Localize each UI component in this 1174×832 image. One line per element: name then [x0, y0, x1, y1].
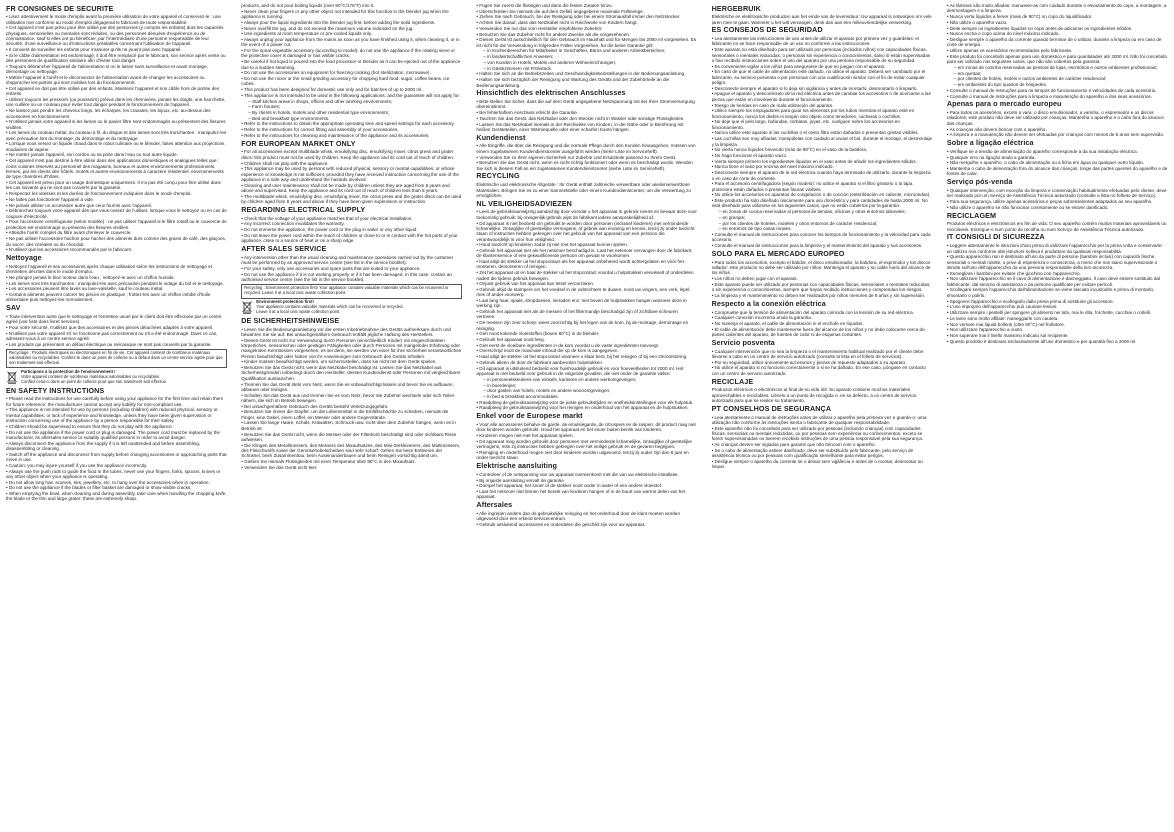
paragraph: • En caso de que el cable de alimentación esté dañado, no utilice el aparato. Deberá ser cambiado por el fabricante, su servicio posventa o por personas con una cualificación similar con el fin de evitar cualquier peligro.	[711, 69, 926, 86]
paragraph: • Las cuchillas son muy afiladas: manipúlelas con cuidado al vaciar el bol, durante el montaje, el desmontaje y la limpieza.	[711, 136, 933, 147]
paragraph: – en entornos de tipo casas rurales.	[718, 226, 792, 232]
paragraph: • Compruebe que la tensión de alimentación del aparato coincida con la tensión de su red eléctrica.	[711, 309, 914, 315]
paragraph: • Dieses Gerät ist nicht zur Verwendung durch Personen (einschließlich Kinder) mit eingeschränkten körperlichen, sensorischen oder geistigen Fähigkeiten oder durch Personen mit mangelnder Erfahrung oder mangelnden Kenntnissen vorgesehen, es sei denn, sie werden von einer für ihre Sicherheit verantwortlichen Person beaufsichtigt oder haben von ihr Anweisungen zum Gebrauch des Geräts erhalten.	[241, 337, 462, 359]
paragraph: • Desconecte siempre el aparato de la red eléctrica cuando haya terminado de utilizarlo, durante la limpieza o en caso de corte de corriente.	[711, 170, 931, 181]
paragraph: • Kinder müssen beaufsichtigt werden, um sicherzustellen, dass sie nicht mit dem Gerät spielen.	[241, 359, 437, 365]
paragraph: – in personeelskeukens van winkels, kantoren en andere werkomgevingen;	[483, 376, 637, 382]
paragraph: • Switch off the appliance and disconnect from supply before changing accessories or approaching parts that move in use.	[6, 451, 227, 463]
paragraph: • Refer to the instructions for correct fitting and assembly of your accessories.	[241, 127, 399, 133]
paragraph: • Les lames sont très tranchantes : manipulez-les avec précaution pendant le vidage du bol et le nettoyage.	[6, 280, 224, 286]
paragraph: • Este aparato puede ser utilizado por personas con capacidades físicas, sensoriales o mentales reducidas, o sin experiencia o conocimientos, siempre que hayan recibido instrucciones y comprendan los riesgos.	[711, 281, 931, 293]
paragraph: – em zonas de cozinha reservadas ao pessoal de lojas, escritórios e outros ambientes profissionais;	[953, 64, 1158, 70]
paragraph: – in Küchenbereichen für Mitarbeiter in Geschäften, Büros und anderen Arbeitsbereichen;	[483, 48, 666, 54]
paragraph: • Leia atentamente o manual de instruções antes de utilizar o aparelho pela primeira vez e guarde-o: uma utilização não conforme às instruções isenta o fabricante de qualquer responsabilidade.	[711, 414, 927, 425]
paragraph: • Desligue sempre o aparelho da corrente quando terminar de o utilizar, durante a limpeza ou em caso de corte de energia.	[946, 37, 1162, 48]
paragraph: • Do not use the mixer or the small grinding accessory for chopping hard food: sugar, coffee beans, ice cubes.	[241, 75, 450, 87]
paragraph: – Bed and breakfast type environments.	[248, 115, 330, 121]
paragraph: • Ziehen Sie nach Gebrauch, bei der Reinigung oder bei einem Stromausfall immer den Netzstecker.	[476, 14, 681, 20]
recycling-note: Recyclage : Produits électriques ou électroniques en fin de vie. Cet appareil contient de nombreux matériaux valorisables ou recyclables. Confiez-le dans un point de collecte ou à défaut dans un centre service agréé pour que son traitement soit effectué.	[6, 349, 227, 369]
paragraph: Produtos eléctricos e electrónicos em fim de vida: O seu aparelho contém muitos materiais aproveitáveis ou recicláveis. Entregue-o num ponto de recolha ou num Serviço de Assistência Técnica autorizado.	[946, 221, 1167, 232]
paragraph: Elektrische und elektronische Altgeräte : Ihr Gerät enthält zahlreiche verwertbare oder wiederverwertbare Materialien. Bringen Sie es zu einer Sammelstelle oder einem Kundendienstcenter, um die Verwertung zu ermöglichen.	[476, 182, 691, 198]
paragraph: • Sorvegliare i bambini per evitare che giochino con l'apparecchio.	[946, 270, 1081, 276]
paragraph: • Para todos os acessórios, exceto a vara, o disco emulsionador, a varinha, o espremedor e os discos raladores: este produto não deve ser utilizado por crianças. Mantenha o aparelho e o cabo fora do alcance das crianças.	[946, 110, 1164, 126]
section-title: NL VEILIGHEIDSADVIEZEN	[476, 198, 572, 208]
paragraph: • Para sua segurança, utilize apenas acessórios e peças sobresselentes adaptados ao seu aparelho.	[946, 199, 1153, 204]
section-title: Hinsichtlich des elektrischen Anschlusses	[476, 88, 626, 98]
paragraph: • Lea atentamente las instrucciones de uso antes de utilizar el aparato por primera vez y guárdelas: el fabricante no se hace responsable de un uso no conforme a las instrucciones.	[711, 36, 919, 47]
paragraph: • Reiniging en onderhoud mogen niet door kinderen worden uitgevoerd, tenzij zij ouder zijn dan 8 jaar en onder toezicht staan.	[476, 449, 689, 461]
paragraph: • Haal altijd de stekker uit het stopcontact als het apparaat onbeheerd wordt achtergelaten en vóór het monteren, demonteren of reinigen.	[476, 259, 684, 270]
section-title: IT CONSIGLI DI SICUREZZA	[946, 232, 1045, 242]
paragraph: • Do not use the appliance if the power cord or plug is damaged. The power cord must be replaced by the manufacturer, its aftersales service or suitably qualified persons in order to avoid danger.	[6, 429, 220, 440]
paragraph: • Die Klingen des Metallmessers, des Messers des Mixaufsatzes, des Mini-Zerkleinerers, des Multimessers, des Fleischwolfs sowie der Gemüsehobelscheiben sind sehr scharf: Gehen Sie beim Entleeren der Schüssel, beim Zusammenbau, beim Auseinanderbauen und beim Reinigen vorsichtig damit um.	[241, 442, 461, 459]
paragraph: • No utilice el aparato si no funciona correctamente o si se ha dañado. En ese caso, póngase en contacto con un centro de servicio autorizado.	[711, 365, 926, 376]
paragraph: – Staff kitchen areas in shops, offices and other working environments;	[248, 98, 393, 104]
paragraph: • Cualquier intervención que no sea la limpieza o el mantenimiento habitual realizado por el cliente debe llevarse a cabo en un centro de servicio autorizado (consulte la lista en el folleto de servicios).	[711, 348, 924, 359]
paragraph: • Laat lang haar, sjaals, stropdassen, sieraden enz. niet boven de hulpstukken hangen wanneer deze in werking zijn.	[476, 298, 687, 309]
paragraph: • Refer to the instructions to obtain the appropriate operating time and speed settings for each accessory.	[241, 121, 455, 127]
paragraph: • Children shall not play with the appliance.	[241, 160, 329, 166]
paragraph: • Cet appareil n'est pas destiné à être utilisé dans des applications domestiques et analogues telles que : coins cuisines réservés au personnel des magasins, bureaux et autres environnements professionnels, fermes, par les clients des hôtels, motels et autres environnements à caractère résidentiel, environnements de type chambres d'hôtes.	[6, 158, 224, 180]
crossed-bin-icon	[241, 300, 253, 314]
paragraph: • As crianças devem ser vigiadas para garantir que não brincam com o aparelho.	[711, 442, 876, 448]
column-3	[476, 3, 697, 832]
paragraph: • Lees de gebruiksaanwijzing aandachtig door voordat u het apparaat in gebruik neemt en bewaar deze voor toekomstig gebruik: bij oneigenlijk gebruik wijst de fabrikant iedere aansprakelijkheid af.	[476, 209, 697, 220]
paragraph: • Verwenden Sie das Gerät nicht leer.	[241, 464, 318, 470]
paragraph: • Non utilizzare l'apparecchio a vuoto.	[946, 327, 1024, 333]
paragraph: • Para todos los accesorios, excepto el batidor, el disco emulsionador, la batidora, el exprimidor y los discos rallador: este producto no debe ser utilizado por niños. Mantenga el aparato y su cable fuera del alcance de los niños.	[711, 259, 931, 276]
section-title: Kundendienst	[476, 132, 526, 142]
paragraph: • Questo prodotto è destinato esclusivamente all'uso domestico e per quantità fino a 2000 ml.	[946, 338, 1137, 344]
paragraph: • Haal altijd de stekker uit het stopcontact wanneer u klaar bent, bij het reinigen of bij een stroomstoring.	[476, 354, 688, 360]
paragraph: • Este produto foi concebido apenas para uso doméstico e para quantidades até 2000 ml. Não foi concebido para ser utilizado nos seguintes casos, que não são cobertos pela garantia:	[946, 53, 1168, 65]
paragraph: • As lâminas são muito afiadas: manuseie-as com cuidado durante o esvaziamento do copo, a montagem, a desmontagem e a limpeza.	[946, 3, 1167, 14]
paragraph: • Cet appareil n'est pas prévu pour être utilisé par des personnes (y compris les enfants) dont les capacités physiques, sensorielles ou mentales sont réduites, ou des personnes dénuées d'expérience ou de connaissance, sauf si elles ont pu bénéficier, par l'intermédiaire d'une personne responsable de leur sécurité, d'une surveillance ou d'instructions préalables concernant l'utilisation de l'appareil.	[6, 25, 224, 47]
paragraph: • Never clean your fingers or any other object not intended for this function in the blender jug when the appliance is running.	[241, 8, 449, 20]
paragraph: • Ne plongez jamais le bloc moteur dans l'eau ; nettoyez-le avec un chiffon humide.	[6, 274, 175, 280]
paragraph: • Deite sempre os ingredientes líquidos no copo antes de adicionar os ingredientes sólidos.	[946, 25, 1133, 31]
paragraph: • N'utilisez que les accessoires recommandés par le fabricant.	[6, 247, 133, 253]
section-title: Aftersales	[476, 500, 513, 510]
section-title: Elektrische aansluiting	[476, 461, 557, 471]
paragraph: • For all accessories except multiblade whisk, emulsifying disc, emulsifying mixer, citrus press and grater discs: this product must not be used by children. Keep the appliance and its cord out of reach of children.	[241, 149, 455, 160]
paragraph: • Este aparato no está diseñado para ser utilizado por personas (incluidos niños) con capacidades físicas, sensoriales o mentales reducidas, o personas sin experiencia o conocimientos, salvo si están supervisadas o han recibido instrucciones sobre el uso del aparato por una persona responsable de su seguridad.	[711, 47, 931, 63]
recycle-text	[256, 300, 403, 315]
paragraph: • Este producto ha sido diseñado únicamente para uso doméstico y para cantidades de hasta 2000 ml. No está diseñado para utilizarse en los siguientes casos, que no están cubiertos por la garantía:	[711, 198, 928, 209]
paragraph: • Überschreiten Sie niemals die auf dem Gefäß angegebene maximale Füllmenge.	[476, 8, 644, 14]
paragraph: – in boerderijen;	[483, 382, 517, 388]
paragraph: • Consulte el manual de instrucciones para conocer los tiempos de funcionamiento y la velocidad para cada accesorio.	[711, 232, 931, 243]
paragraph: – door gasten van hotels, motels en andere woonomgevingen;	[483, 388, 611, 394]
paragraph: • Houd toezicht op kinderen zodat zij niet met het apparaat kunnen spelen.	[476, 242, 628, 248]
paragraph: • Utilize apenas os acessórios recomendados pelo fabricante.	[946, 48, 1073, 54]
paragraph: • Gebruik uitsluitend accessoires en onderdelen die geschikt zijn voor uw apparaat.	[476, 521, 646, 527]
paragraph: • This appliance may be used by persons with reduced physical, sensory or mental capabilities, or whose experience or knowledge is not sufficient, provided they have received instruction concerning the use of the appliance in a safe way and understand the hazards involved.	[241, 166, 459, 182]
paragraph: • Por su seguridad, utilice únicamente accesorios y piezas de repuesto adaptados a su aparato.	[711, 359, 907, 365]
paragraph: • Use ingredients at room temperature or pre-cooled liquids only.	[241, 31, 373, 37]
paragraph: • Dit apparaat is uitsluitend bedoeld voor huishoudelijk gebruik en voor hoeveelheden tot 2000 ml. Het apparaat is niet bedoeld voor gebruik in de volgende gevallen, die niet onder de garantie vallen:	[476, 365, 684, 377]
paragraph: – Farm houses;	[248, 104, 281, 110]
paragraph: – in landwirtschaftlichen Anwesen;	[483, 54, 554, 60]
paragraph: • Qualquer erro na ligação anula a garantia.	[946, 154, 1036, 160]
paragraph: • Bitte stellen Sie sicher, dass die auf dem Gerät angegebene Netzspannung mit der Ihrer Stromversorgung übereinstimmt.	[476, 99, 695, 110]
paragraph: • Zet het apparaat uit en haal de stekker uit het stopcontact voordat u hulpstukken verwisselt of onderdelen nadert die tijdens gebruik bewegen.	[476, 270, 694, 281]
section-title: AFTER SALES SERVICE	[241, 244, 327, 254]
paragraph: • Halten Sie sich bezüglich der Reinigung und Wartung des Geräts und der Zubehörteile an die Bedienungsanleitung.	[476, 77, 670, 88]
paragraph: • N'utilisez jamais votre appareil si les lames ou le panier filtre sont endommagés ou présentent des fissures visibles.	[6, 119, 226, 130]
paragraph: • Nunca llene el vaso por encima del nivel máximo indicado.	[711, 164, 834, 170]
recycling-note: Recycling : Environment protection first! Your appliance contains valuable materials which can be recovered or recycled. Leave it at a local civic waste collection point.	[241, 284, 462, 299]
paragraph: • Não mergulhe o aparelho, o cabo de alimentação ou a ficha em água ou qualquer outro líquido.	[946, 160, 1145, 166]
paragraph: • Tauchen Sie das Gerät, das Netzkabel oder den Stecker nicht in Wasser oder sonstige Flüssigkeiten.	[476, 115, 685, 121]
paragraph: – em quintas;	[953, 70, 982, 76]
paragraph: • For the spiral vegetable accessory (according to model): do not use the appliance if the rotating sieve or the protective cover is damaged or has visible cracks.	[241, 48, 456, 59]
paragraph: • Lassen Sie das Netzkabel niemals in der Reichweite von Kindern, in der Nähe oder in Berührung mit heißen Geräteteilen, einer Wärmequelle oder einer scharfen Kante hängen.	[476, 121, 684, 132]
paragraph: • Any incorrect connection invalidates the warranty.	[241, 221, 345, 227]
paragraph: • Laat het netsnoer niet binnen het bereik van kinderen hangen of in de buurt van warme delen van het apparaat.	[476, 488, 686, 500]
section-title: Apenas para o mercado europeu	[946, 99, 1062, 109]
section-title: HERGEBRUIK	[711, 3, 761, 13]
recycle-block	[241, 300, 462, 315]
recycle-text	[21, 370, 167, 385]
paragraph: • Caution: you may injure yourself if you use the appliance incorrectly.	[6, 462, 148, 468]
paragraph: • Dit apparaat is niet bedoeld om gebruikt te worden door personen (inclusief kinderen) met verminderde lichamelijke, zintuiglijke of geestelijke vermogens, of gebrek aan ervaring en kennis, tenzij zij onder toezicht staan of instructies hebben gekregen over het gebruik van het apparaat van een persoon die verantwoordelijk is voor hun veiligheid.	[476, 220, 695, 242]
paragraph: • Utilice siempre los empujadores para guiar los alimentos por los tubos mientras el aparato esté en funcionamiento, nunca los dedos ni ningún otro objeto como tenedores, cucharas o cuchillos.	[711, 108, 915, 119]
paragraph: – por los clientes de hoteles, moteles y otros entornos de carácter residencial;	[718, 220, 878, 226]
paragraph: • Benutzen Sie immer die Stopfer, um die Lebensmittel in die Einfüllschächte zu schieben, niemals die Finger, eine Gabel, einen Löffel, ein Messer oder andere Gegenstände.	[241, 409, 449, 420]
paragraph: • Always unplug your appliance from the mains as soon as you have finished using it, when cleaning it, or in the event of a power cut.	[241, 37, 460, 48]
paragraph: • Check that the voltage of your appliance matches that of your electrical installation.	[241, 215, 413, 221]
paragraph: • Always disconnect the appliance from the supply if it is left unattended and before assembling, disassembling or cleaning.	[6, 440, 201, 451]
paragraph: • Overschrijd nooit de maximale inhoud die op de kom is aangegeven.	[476, 348, 619, 354]
paragraph: • Nettoyez l'appareil et ses accessoires après chaque utilisation selon les instructions de nettoyage et d'entretien décrites dans le mode d'emploi.	[6, 263, 213, 275]
paragraph: – por clientes de hotéis, motéis e outros ambientes de carácter residencial;	[953, 76, 1107, 82]
paragraph: • Não utilize o aparelho vazio.	[946, 19, 1008, 25]
paragraph: • Kinderen mogen niet met het apparaat spelen.	[476, 433, 574, 439]
paragraph: • Benutzen Sie das Gerät nicht, wenn die Messer oder der Filterkorb beschädigt sind oder sichtbare Risse aufweisen.	[241, 431, 457, 442]
paragraph: • Schalten Sie das Gerät aus und trennen Sie es vom Netz, bevor Sie Zubehör wechseln oder sich Teilen nähern, die sich im Betrieb bewegen.	[241, 392, 455, 403]
paragraph: • This appliance is not intended to be used in the following applications, and the guarantee will not apply for:	[241, 92, 461, 98]
section-title: FR CONSIGNES DE SECURITE	[6, 3, 114, 13]
paragraph: • Ne mettez jamais l'appareil, son cordon ou sa prise dans l'eau ou tout autre liquide.	[6, 152, 178, 158]
paragraph: – in Gästezimmern mit Frühstück.	[483, 65, 553, 71]
paragraph: • Nunca utilice este aparato si las cuchillas o el cesto filtro están dañados o presentan grietas visibles.	[711, 130, 919, 136]
section-title: Serviço pós-venda	[946, 177, 1013, 187]
paragraph: • Children should be supervised to ensure that they do not play with the appliance.	[6, 423, 174, 429]
paragraph: – en zonas de cocina reservadas al personal de tiendas, oficinas y otros entornos laborales;	[718, 209, 906, 215]
paragraph: • Bei unsachgemäßem Gebrauch des Geräts besteht Verletzungsgefahr.	[241, 403, 389, 409]
paragraph: • Raadpleeg de gebruiksaanwijzing voor het reinigen en onderhoud van het apparaat en de hulpstukken.	[476, 405, 689, 411]
paragraph: • Trennen Sie das Gerät stets vom Netz, wenn Sie es unbeaufsichtigt lassen und bevor Sie es aufbauen, abbauen oder reinigen.	[241, 381, 454, 392]
paragraph: • Nunca encha o copo acima do nível máximo indicado.	[946, 31, 1060, 37]
paragraph: • Benutzen Sie das Gerät nicht, wenn es nicht richtig funktioniert oder wenn es beschädigt wurde. Wenden Sie sich in diesem Fall an ein zugelassenes Kundendienstcenter (siehe Liste im Serviceheft).	[476, 160, 693, 171]
paragraph: • Utilisez toujours les pressoirs (ou poussoirs) prévus dans les cheminées, jamais les doigts, une fourchette, une cuillère ou un couteau pour éviter tout danger pendant le fonctionnement de l'appareil.	[6, 97, 226, 108]
section-title: ES CONSEJOS DE SEGURIDAD	[711, 25, 823, 35]
recycle-line: Leave it at a local civic waste collection point.	[256, 308, 341, 314]
paragraph: • Do not leave the power cord within the reach of children or close to or in contact with the hot parts of your appliance, close to a source of heat or on a sharp edge.	[241, 232, 458, 244]
paragraph: • Les lames du couteau métal, du couteau à fil, du disque et des lames sont très tranchantes : manipulez-les avec précaution lors du montage, du démontage et du nettoyage.	[6, 130, 227, 141]
paragraph: • L'uso improprio dell'apparecchio può causare lesioni.	[946, 304, 1058, 310]
paragraph: • Consulte el manual de instrucciones para la limpieza y el mantenimiento del aparato y sus accesorios.	[711, 243, 923, 249]
paragraph: • Débranchez toujours votre appareil dès que vous cessez de l'utiliser, lorsque vous le nettoyez ou en cas de coupure d'électricité.	[6, 208, 227, 219]
section-title: FOR EUROPEAN MARKET ONLY	[241, 138, 356, 148]
paragraph: • When emptying the bowl, when cleaning and during assembly, take care when handling the chopping knife, the blade or the thin and large grater: these are extremely sharp.	[6, 491, 227, 502]
paragraph: – in bed & breakfast accommodaties.	[483, 393, 559, 399]
paragraph: • Riesgo de heridas en caso de mala utilización del aparato.	[711, 102, 834, 108]
paragraph: • Não utilize o aparelho se não funcionar corretamente ou se estiver danificado.	[946, 204, 1109, 210]
paragraph: • Se o cabo de alimentação estiver danificado, deve ser substituído pelo fabricante, pelo serviço de assistência técnica ou por pessoas com qualificação semelhante para evitar perigos.	[711, 447, 914, 459]
paragraph: • Achten Sie darauf, dass das Netzkabel nicht in Reichweite von Kindern hängt.	[476, 20, 638, 26]
paragraph: • Dit apparaat mag worden gebruikt door personen met verminderde lichamelijke, zintuiglijke of geestelijke vermogens, mits zij instructies hebben gekregen over het veilige gebruik en de gevaren begrijpen.	[476, 438, 692, 450]
paragraph: • Raadpleeg de gebruiksaanwijzing voor de juiste gebruikstijden en snelheidsinstellingen voor elk hulpstuk.	[476, 399, 694, 405]
column-4	[712, 3, 933, 832]
paragraph: • Consulte o manual de instruções para a limpeza e manutenção do aparelho e dos seus acessórios.	[946, 93, 1152, 99]
section-title: EN SAFETY INSTRUCTIONS	[6, 385, 105, 395]
paragraph: • Be careful if hot liquid is poured into the food processor or blender as it can be ejected out of the appliance due to a sudden steaming.	[241, 59, 461, 70]
recycle-block	[6, 370, 227, 385]
paragraph: • Il convient de surveiller les enfants pour s'assurer qu'ils ne jouent pas avec l'appareil.	[6, 47, 182, 53]
paragraph: • For your safety, only use accessories and spare parts that are suited to your appliance.	[241, 265, 421, 271]
paragraph: • Benutzen Sie das Zubehör nicht für andere Zwecke als die vorgesehenen.	[476, 31, 631, 37]
paragraph: • Do not immerse the appliance, the power cord or the plug in water or any other liquid.	[241, 227, 418, 233]
section-title: RECICLAJE	[711, 376, 754, 386]
paragraph: • Non versare mai liquidi bollenti (oltre 80°C) nel frullatore.	[946, 321, 1065, 327]
paragraph: • Lesen Sie die Bedienungsanleitung vor der ersten Inbetriebnahme des Geräts aufmerksam durch und bewahren Sie sie auf. Bei unsachgemäßem Gebrauch entfällt jegliche Haftung des Herstellers.	[241, 326, 451, 337]
paragraph: • Qualquer intervenção, com exceção da limpeza e conservação habitualmente efetuadas pelo cliente, deve ser realizada por um Serviço de Assistência Técnica autorizado (consulte a lista no folheto de Serviço).	[946, 187, 1167, 199]
paragraph: • Bij onjuiste aansluiting vervalt de garantie.	[476, 477, 566, 483]
section-title: RECICLAGEM	[946, 210, 997, 220]
paragraph: – By clients in hotels, motels and other residential type environments;	[248, 110, 390, 115]
paragraph: • Controleer of de netspanning van uw apparaat overeenkomt met die van uw elektrische installatie.	[476, 471, 679, 477]
section-title: SAV	[6, 303, 21, 313]
paragraph: • Dompel het apparaat, het snoer of de stekker nooit onder in water of een andere vloeistof.	[476, 483, 663, 489]
paragraph: • Certains aliments peuvent colorer les pièces en plastique ; frottez-les avec un chiffon imbibé d'huile alimentaire puis nettoyez-les normalement.	[6, 292, 211, 303]
paragraph: • This appliance is not intended for use by persons (including children) with reduced physical, sensory or mental capabilities, or lack of experience and knowledge, unless they have been given supervision or instruction concerning use of the appliance by a person responsible for their safety.	[6, 407, 218, 424]
paragraph: • El cable de alimentación debe mantenerse fuera del alcance de los niños y no debe colocarse cerca de partes calientes del aparato, de fuentes de calor ni de esquinas cortantes.	[711, 326, 925, 338]
paragraph: • La limpieza y el mantenimiento no deben ser realizados por niños menores de 8 años y sin supervisión.	[711, 292, 926, 298]
paragraph: • No deje que el pelo largo, bufandas, corbatas, joyas, etc. cuelguen sobre los accesorios en funcionamiento.	[711, 119, 900, 130]
paragraph: • No sumerja el aparato, el cable de alimentación ni el enchufe en líquidos.	[711, 320, 864, 326]
section-title: PT CONSELHOS DE SEGURANÇA	[711, 403, 832, 413]
paragraph: • Do not allow long hair, scarves, ties, jewellery, etc. to hang over the accessories when in operation.	[6, 479, 210, 485]
paragraph: • Questo apparecchio non è destinato all'uso da parte di persone (bambini inclusi) con capacità fisiche, sensoriali o mentali ridotte, o prive di esperienza e conoscenza, a meno che non siano supervisionate o istruite sull'uso dell'apparecchio da una persona responsabile della loro sicurezza.	[946, 254, 1158, 270]
paragraph: • Fügen Sie zuerst die flüssigen und dann die festen Zutaten hinzu.	[476, 3, 613, 8]
paragraph: – en granjas;	[718, 214, 746, 220]
paragraph: • Gebruik altijd de stampers om het voedsel in de vultrechters te duwen, nooit uw vingers, een vork, lepel, mes of ander voorwerp.	[476, 286, 691, 298]
paragraph: • Cualquier conexión incorrecta anula la garantía.	[711, 315, 813, 321]
paragraph: products, and do not pour boiling liquids (over 80°C/176°F) into it.	[241, 3, 375, 8]
paragraph: • Gießen Sie niemals Flüssigkeiten mit einer Temperatur über 80°C in den Mixaufsatz.	[241, 459, 416, 465]
paragraph: • Alle Eingriffe, die über die Reinigung und die normale Pflege durch den Kunden hinausgehen, müssen von einem zugelassenen Kundendienstcenter ausgeführt werden (siehe Liste im Serviceheft).	[476, 143, 696, 154]
paragraph: • Consulte o manual de instruções para os tempos de funcionamento e velocidades de cada acessório.	[946, 87, 1157, 93]
paragraph: • De messen zijn zeer scherp: wees voorzichtig bij het legen van de kom, bij de montage, demontage en reiniging.	[476, 320, 689, 331]
paragraph: • Verwenden Sie zu Ihrer eigenen Sicherheit nur Zubehör und Ersatzteile passend zu Ihrem Gerät.	[476, 154, 677, 160]
column-1	[6, 3, 227, 832]
paragraph: • Lisez attentivement le mode d'emploi avant la première utilisation de votre appareil et conservez-le : une utilisation non conforme au mode d'emploi dégagerait le fabricant de toute responsabilité.	[6, 14, 221, 25]
section-title: REGARDING ELECTRICAL SUPPLY	[241, 204, 366, 214]
paragraph: • Ne faites pas fonctionner l'appareil à vide.	[6, 196, 95, 202]
paragraph: • Attendre l'arrêt complet du filtre avant d'enlever le couvercle.	[6, 230, 132, 236]
paragraph: • Gebruik het apparaat niet als het netsnoer beschadigd is. Laat het netsnoer vervangen door de fabrikant, de klantenservice of een gekwalificeerde persoon om gevaar te voorkomen.	[476, 248, 693, 259]
paragraph: • Verifique se a tensão de alimentação do aparelho corresponde à da sua instalação eléctrica.	[946, 148, 1138, 154]
paragraph: • Non utilizzare l'apparecchio se il cavo di alimentazione è danneggiato. Il cavo deve essere sostituito dal fabbricante, dal servizio di assistenza o da persone qualificate per evitare pericoli.	[946, 276, 1160, 287]
column-5	[947, 3, 1168, 832]
paragraph: • Cet appareil est prévu pour un usage domestique uniquement. Il n'a pas été conçu pour être utilisé dans les cas suivants qui ne sont pas couverts par la garantie.	[6, 179, 221, 191]
paragraph: • Mettre l'appareil à l'arrêt et le déconnecter de l'alimentation avant de changer les accessoires ou d'approcher les parties qui sont mobiles lors du fonctionnement.	[6, 74, 205, 86]
paragraph: • Do not use the appliance if it is not working properly or if it has been damaged. In this case, contact an authorised service centre (see the list in the service booklet).	[241, 271, 452, 282]
recycle-line: Confiez celui-ci dans un point de collecte pour que son traitement soit effectué.	[21, 378, 168, 384]
paragraph: • Halten Sie sich an die Betriebszeiten und Geschwindigkeitseinstellungen in der Bedienungsanleitung.	[476, 71, 686, 77]
paragraph: • Es conveniente vigilar a los niños para asegurarse de que no juegan con el aparato.	[711, 63, 886, 69]
paragraph: • Verwenden Sie nur das vom Hersteller empfohlene Zubehör.	[476, 25, 603, 31]
paragraph: • N'utilisez pas votre appareil s'il ne fonctionne pas correctement ou s'il a été endommagé. Dans ce cas, adressez-vous à un centre service agréé.	[6, 330, 218, 342]
paragraph: • Alle ingrepen anders dan de gebruikelijke reiniging en het onderhoud door de klant moeten worden uitgevoerd door een erkend servicecentrum.	[476, 510, 681, 522]
paragraph: • Pour l'accessoire centrifugeuse (selon modèle) : ne pas utiliser l'appareil si le filtre rotatif ou le couvercle de protection est endommagé ou présente des fissures visibles.	[6, 219, 227, 230]
paragraph: – von Kunden in Hotels, Motels und anderen Wohneinrichtungen;	[483, 59, 617, 65]
paragraph: • Le lame sono molto affilate: maneggiarle con cautela.	[946, 315, 1059, 321]
paragraph: • Never overfill the jug, and do not exceed the maximum volume indicated on the jug.	[241, 25, 414, 31]
paragraph: • This product has been designed for domestic use only and for batches of up to 2000 ml.	[241, 87, 423, 93]
paragraph: Elektrische en elektronische producten aan het einde van de levensduur: Uw apparaat is ontworpen om vele jaren mee te gaan. Wanneer u het wilt vervangen, denk dan aan een milieuvriendelijke verwerking.	[711, 14, 932, 25]
paragraph: • Bei fehlerhaftem Anschluss erlischt die Garantie.	[476, 110, 579, 116]
paragraph: • Do not use the appliance if the blades or filter basket are damaged or show visible cracks.	[6, 485, 192, 491]
paragraph: • Gebruik het apparaat nooit leeg.	[476, 337, 545, 343]
paragraph: • Vierta siempre primero los ingredientes líquidos en el vaso antes de añadir los ingredientes sólidos.	[711, 158, 917, 164]
paragraph: • Scollegare sempre l'apparecchio dall'alimentazione se viene lasciato incustodito e prima di montarlo, smontarlo o pulirlo.	[946, 287, 1155, 298]
recycle-line: Votre appareil contient de nombreux matériaux valorisables ou recyclables.	[21, 373, 161, 379]
section-title: Nettoyage	[6, 253, 42, 263]
paragraph: • Lorsque vous versez un liquide chaud dans le robot culinaire ou le blender, faites attention aux projections soudaines de vapeur.	[6, 141, 225, 152]
paragraph: – em ambientes do tipo quartos de hóspedes.	[953, 82, 1048, 88]
section-title: Servicio posventa	[711, 337, 775, 347]
section-title: Enkel voor de Europese markt	[476, 411, 583, 421]
paragraph: • A limpeza e a manutenção não devem ser efetuadas por crianças com menos de 8 anos sem supervisão.	[946, 132, 1165, 138]
paragraph: • The multiblade whisk, emulsifying disc, emulsifying mixer, the citrus press and the grater discs can be used by children aged from 8 years and above if they have been given supervision or instruction.	[241, 193, 462, 205]
paragraph: • Please read the instructions for use carefully before using your appliance for the first time and retain them for future reference: the manufacturer cannot accept any liability for non-compliant use.	[6, 396, 224, 407]
paragraph: • Onjuist gebruik van het apparaat kan letsel veroorzaken.	[476, 281, 595, 287]
paragraph: • Voor alle accessoires behalve de garde, de emulsiegarde, de citruspers en de raspen: dit product mag niet door kinderen worden gebruikt. Houd het apparaat en het snoer buiten bereik van kinderen.	[476, 421, 696, 433]
paragraph: • Si le câble d'alimentation est endommagé, il doit être remplacé par le fabricant, son service après vente ou des personnes de qualification similaire afin d'éviter tout danger.	[6, 52, 226, 64]
paragraph: • Les accessoires peuvent être lavés au lave-vaisselle, sauf le couteau métal.	[6, 286, 164, 292]
section-title: SOLO PARA EL MERCADO EUROPEO	[711, 249, 845, 259]
paragraph: • Los niños no deben jugar con el aparato.	[711, 276, 798, 282]
paragraph: • As crianças não devem brincar com o aparelho.	[946, 126, 1047, 132]
paragraph: • No vierta nunca líquidos hirviendo (más de 80°C) en el vaso de la batidora.	[711, 147, 868, 153]
paragraph: • Cleaning and user maintenance shall not be made by children unless they are aged from 8 years and above and supervised. Keep the appliance and its cord out of reach of children less than 8 years.	[241, 182, 450, 194]
paragraph: • Respectez les vitesses et les durées de fonctionnement indiquées dans le mode d'emploi.	[6, 191, 192, 197]
paragraph: • Gebruik alleen de door de fabrikant aanbevolen hulpstukken.	[476, 359, 604, 365]
paragraph: • Este aparelho não foi concebido para ser utilizado por pessoas (incluindo crianças) com capacidades físicas, sensoriais ou mentais reduzidas, ou por pessoas sem experiência ou conhecimentos, exceto se forem supervisionadas ou tiverem recebido instruções de uma pessoa responsável pela sua segurança.	[711, 425, 924, 442]
paragraph: • Always use the push rods to guide the food in the tubes, never use your fingers, forks, spoons, knives or any other object when your appliance is operating.	[6, 468, 221, 479]
paragraph: • No haga funcionar el aparato vacío.	[711, 153, 788, 158]
paragraph: • Desligue sempre o aparelho da corrente se o deixar sem vigilância e antes de o montar, desmontar ou limpar.	[711, 458, 923, 470]
section-title: DE SICHERHEITSHINWEISE	[241, 315, 340, 325]
recycle-title: Participons à la protection de l'environnement !	[21, 368, 116, 374]
paragraph: • Apague el aparato y desconéctelo de la red eléctrica antes de cambiar los accesorios o de acercarse a las piezas que están en movimiento durante el funcionamiento.	[711, 91, 931, 102]
paragraph: • Mantenha o cabo de alimentação fora do alcance das crianças, longe das partes quentes do aparelho e de fontes de calor.	[946, 166, 1168, 177]
paragraph: • Giet nooit kokende vloeistoffen (boven 80°C) in de blender.	[476, 331, 600, 337]
paragraph: • Toute intervention autre que le nettoyage et l'entretien usuel par le client doit être effectuée par un centre agréé (voir liste dans livret services).	[6, 313, 222, 325]
paragraph: • Benutzen Sie das Gerät nicht, wenn das Netzkabel beschädigt ist. Lassen Sie das Netzkabel aus Sicherheitsgründen unbedingt durch den Hersteller, dessen Kundendienst oder Personen mit vergleichbarer Qualifikation austauschen.	[241, 365, 461, 381]
paragraph: • Non superare mai il livello massimo indicato sul recipiente.	[946, 332, 1069, 338]
recycle-line: Your appliance contains valuable materials which can be recovered or recycled.	[256, 304, 404, 309]
paragraph: • Toujours débrancher l'appareil de l'alimentation si on le laisse sans surveillance et avant montage, démontage ou nettoyage.	[6, 63, 208, 75]
paragraph: • Nunca verta líquidos a ferver (mais de 80°C) no copo do liquidificador.	[946, 14, 1093, 20]
section-title: Sobre a ligação eléctrica	[946, 138, 1034, 148]
paragraph: • Ne laissez pas pendre les cheveux longs, les écharpes, les cravates, les bijoux, etc. au-dessus des accessoires en fonctionnement.	[6, 108, 211, 119]
paragraph: Productos eléctricos o electrónicos al final de su vida útil: Su aparato contiene muchos materiales aprovechables o reciclables. Llévelo a un punto de recogida o, en su defecto, a un centro de servicio autorizado para que se realice su tratamiento.	[711, 387, 917, 403]
paragraph: • Any intervention other than the usual cleaning and maintenance operations carried out by the customer must be performed by an approved service centre (see list in the service booklet).	[241, 254, 454, 266]
paragraph: • No utilice los accesorios en aparatos de congelación o de cocción (esterilización en caliente, microondas).	[711, 192, 931, 198]
paragraph: • Gebruik het apparaat niet als de messen of het filtermandje beschadigd zijn of zichtbare scheuren vertonen.	[476, 309, 678, 320]
paragraph: • Les produits qui présentent un défaut électrique ou mécanique ne sont pas couverts par la garantie.	[6, 341, 212, 347]
paragraph: • Spegnere l'apparecchio e scollegarlo dalla presa prima di sostituire gli accessori.	[946, 298, 1114, 304]
column-2	[241, 3, 462, 832]
paragraph: • Always pour the liquid ingredients into the blender jug first, before adding the solid ingredients.	[241, 19, 436, 25]
paragraph: • Pour votre sécurité, n'utilisez que des accessoires et des pièces détachées adaptés à votre appareil.	[6, 325, 214, 331]
paragraph: • Cet appareil ne doit pas être utilisé par des enfants. Maintenir l'appareil et son câble hors de portée des enfants.	[6, 86, 220, 97]
paragraph: • Utilizzare sempre i pestelli per spingere gli alimenti nei tubi, mai le dita, forchette, cucchiai o coltelli.	[946, 310, 1152, 316]
recycle-title: Environment protection first!	[256, 299, 314, 305]
paragraph: • Refer to the instructions for cleaning and maintenance of the appliance and its accessories.	[241, 132, 430, 138]
paragraph: • Lassen Sie lange Haare, Schals, Krawatten, Schmuck usw. nicht über dem Zubehör hängen, wenn es in Betrieb ist.	[241, 420, 456, 431]
paragraph: • Giet eerst de vloeibare ingrediënten in de kom voordat u de vaste ingrediënten toevoegt.	[476, 342, 660, 348]
paragraph: • Desconecte siempre el aparato si lo deja sin vigilancia y antes de montarlo, desmontarlo o limpiarlo.	[711, 85, 918, 91]
paragraph: • Ne jamais utiliser un accessoire autre que ceux fournis avec l'appareil.	[6, 202, 152, 208]
paragraph: • Ne pas utiliser l'accessoire hachoir pour hacher des aliments durs comme des grains de café, des glaçons, du sucre, des céréales ou du chocolat.	[6, 236, 227, 247]
section-title: Respecto a la conexión eléctrica	[711, 298, 826, 308]
paragraph: • Dieses Gerät ist ausschließlich für den Gebrauch im Haushalt und für Mengen bis 2000 ml vorgesehen. Es ist nicht für die Verwendung in folgenden Fällen vorgesehen, für die keine Garantie gilt:	[476, 37, 697, 48]
paragraph: • Do not use the accessories on equipment for freezing cooking (hot sterilization, microwave).	[241, 70, 431, 76]
paragraph: • Para el accesorio centrifugadora (según modelo): no utilice el aparato si el filtro giratorio o la tapa protectora están dañados o presentan fisuras visibles.	[711, 181, 913, 192]
paragraph: • Leggere attentamente le istruzioni d'uso prima di utilizzare l'apparecchio per la prima volta e conservarle: un utilizzo non conforme alle istruzioni solleva il produttore da qualsiasi responsabilità.	[946, 243, 1163, 254]
crossed-bin-icon	[6, 370, 18, 384]
section-title: RECYCLING	[476, 171, 520, 181]
